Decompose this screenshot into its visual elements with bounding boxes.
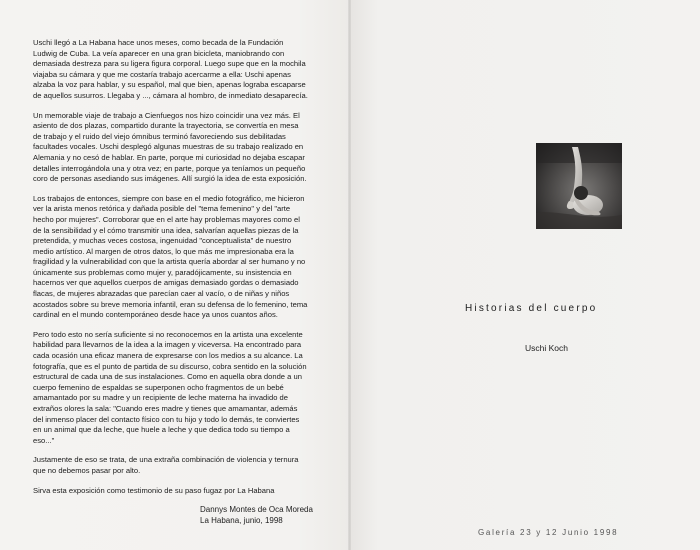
paragraph-4 (33, 330, 333, 447)
text-line: cada ocasión una eficaz manera de expresarse con los medios a su alcance. La (33, 351, 303, 361)
text-line: Pero todo esto no sería suficiente si no reconocemos en la artista una excelente (33, 329, 303, 339)
text-line: Uschi llegó a La Habana hace unos meses, como becada de la Fundación (33, 38, 284, 47)
text-line: fotografía, que es el punto de partida de su discurso, cobra sentido en la solución (33, 361, 307, 371)
text-line: detalles interrogándola una y otra vez; en parte, porque ya teníamos un pequeño (33, 163, 306, 173)
text-line: de trabajo y el ruido del viejo ómnibus terminó favoreciendo sus debilitadas (33, 131, 286, 141)
text-line: pretendida, y muchas veces costosa, ingenuidad "conceptualista" de nuestro (33, 236, 292, 246)
page-fold (348, 0, 351, 550)
text-line: que no debemos pasar por alto. (33, 465, 141, 475)
text-line: del inmenso placer del contacto físico con tu hijo y todo lo demás, te conviertes (33, 414, 300, 424)
text-line: únicamente sus problemas como mujer y, paradójicamente, su insistencia en (33, 267, 292, 277)
artist-name: Uschi Koch (525, 343, 568, 353)
text-line: Ludwig de Cuba. La veía aparecer en una gran bicicleta, maniobrando con (33, 48, 285, 58)
text-line: de la sensibilidad y el cómo transmitir una idea, salvarían aquellas piezas de la (33, 225, 299, 235)
text-line: Sirva esta exposición como testimonio de su paso fugaz por La Habana (33, 485, 275, 495)
paragraph-6 (33, 486, 333, 497)
text-line: extraños olores la sala: "Cuando eres madre y tienes que amamantar, además (33, 404, 298, 413)
signature-block (200, 505, 313, 526)
text-line: de aquellos susurros. Llegaba y ..., cámara al hombro, de inmediato desaparecía. (33, 90, 308, 100)
author-signature: Dannys Montes de Oca Moreda (200, 505, 313, 514)
paragraph-5 (33, 455, 333, 476)
exhibition-title: Historias del cuerpo (465, 303, 598, 314)
text-line: medio artístico. Al margen de otros datos, lo que más me impresionaba era la (33, 246, 294, 256)
text-line: hecho por mujeres". Corroborar que en el arte hay problemas mayores como el (33, 214, 300, 224)
cover-photograph (536, 143, 622, 229)
paragraph-1 (33, 38, 333, 102)
text-line: facultades vocales. Uschi desplegó algunas muestras de su trabajo realizado en (33, 142, 304, 152)
text-line: flacas, de mujeres abrazadas que parecían caer al vacío, o de niñas y niños (33, 289, 290, 299)
text-line: estructural de cada una de sus instalaciones. Como en aquella obra donde a un (33, 372, 302, 382)
text-line: demasiada destreza para su ligera figura corporal. Luego supe que en la mochila (33, 59, 306, 69)
text-line: hacernos ver que aquellos cuerpos de amigas demasiado gordas o demasiado (33, 278, 299, 288)
paragraph-2 (33, 111, 333, 185)
text-line: amamantado por su madre y un recipiente de leche materna ha invadido de (33, 393, 288, 403)
text-line: acostados sobre su breve memoria infantil, eran su defensa de lo femenino, tema (33, 299, 308, 309)
signature-place-date: La Habana, junio, 1998 (200, 515, 283, 525)
text-line: habilidad para llevarnos de la idea a la imagen y viceversa. Ha encontrado para (33, 340, 302, 350)
text-line: en un animal que da leche, que huele a leche y que dedica todo su tiempo a (33, 425, 290, 435)
venue-date-footer: Galería 23 y 12 Junio 1998 (478, 528, 619, 537)
text-line: coro de personas asediando sus imágenes. Allí surgió la idea de esta exposición. (33, 174, 307, 184)
text-line: cuerpo femenino de espaldas se superponen ocho fragmentos de un bebé (33, 382, 284, 392)
text-line: Alemania y no cesó de hablar. En parte, porque mi curiosidad no dejaba escapar (33, 152, 305, 162)
essay-text (33, 38, 333, 505)
text-line: ver la arista menos retórica y dañada posible del "tema femenino" y del "arte (33, 204, 291, 214)
paragraph-3 (33, 194, 333, 321)
text-line: viajaba su cámara y que me costaría trabajo acercarme a ella: Uschi apenas (33, 69, 291, 79)
text-line: cardinal en el mundo contemporáneo desde hace ya unos cuantos años. (33, 310, 278, 320)
text-line: asiento de dos plazas, compartido durante la trayectoria, se convertía en mesa (33, 121, 299, 131)
text-line: eso..." (33, 435, 55, 445)
text-line: Los trabajos de entonces, siempre con base en el medio fotográfico, me hicieron (33, 193, 305, 203)
text-line: Un memorable viaje de trabajo a Cienfuegos nos hizo coincidir una vez más. El (33, 110, 300, 120)
text-line: Justamente de eso se trata, de una extraña combinación de violencia y ternura (33, 455, 299, 465)
right-page (350, 0, 700, 550)
photo-image (536, 143, 622, 229)
text-line: alzaba la voz para hablar, y su español, mal que bien, apenas lograba escaparse (33, 80, 306, 90)
text-line: fragilidad y la vulnerabilidad con que la artista quería abordar al ser humano y no (33, 257, 306, 267)
